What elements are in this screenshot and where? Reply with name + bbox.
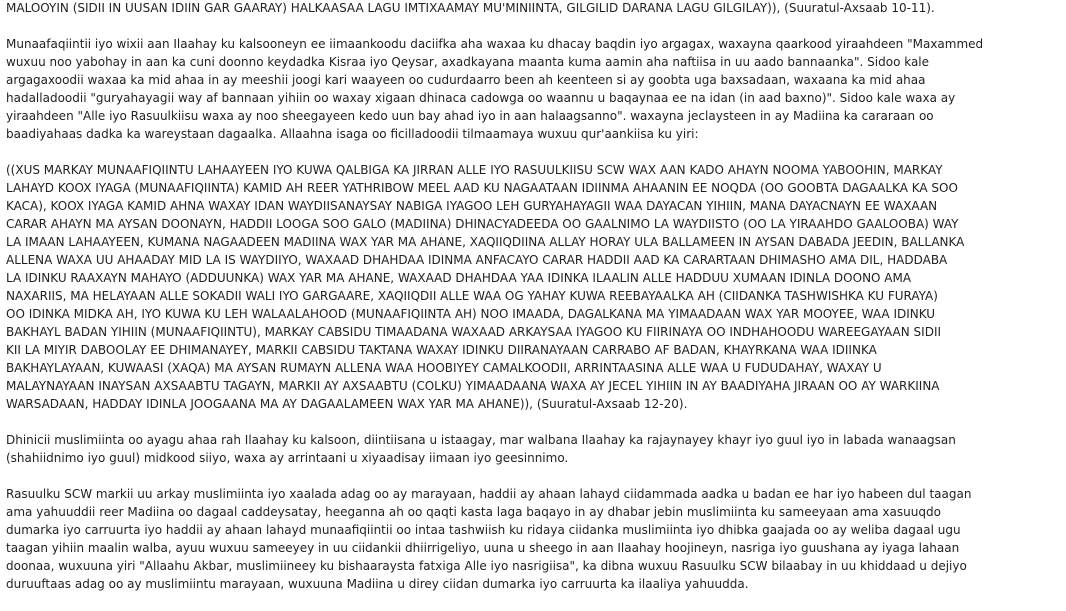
article-paragraph: Munaafaqiintii iyo wixii aan Ilaahay ku kalsooneyn ee iimaankoodu daciifka aha waxaa ku dhacay baqdin iyo argagax, waxayna qaarkood yiraahdeen "Maxammed wuxuu noo yabohay in aan ka cuni doonno keydadka Kisraa iyo Qeysar, axadkayana maanta kuma aamin aha naftiisa in uu aado bannaanka". Sidoo kale argagaxoodii waxaa ka mid ahaa in ay meeshii joogi kari waayeen oo cudurdaarro been ah keenteen si ay goobta uga baxsadaan, waxaana ka mid ahaa hadalladoodii "guryahayagii way af bannaan yihiin oo waxay xigaan dhinaca cadowga oo waannu u baqaynaa ee na idan (in aad baxno)". Sidoo kale waxa ay yiraahdeen "Alle iyo Rasuulkiisu waxa ay noo sheegayeen kedo uun bay ahad iyo in aan halaagsanno". waxayna jeclaysteen in ay Madiina ka cararaan oo baadiyahaas dadka ka wareystaan dagaalka. Allaahna isaga oo ficilladoodii tilmaamaya wuxuu qur'aankiisa ku yiri: bbox=[6, 37, 984, 141]
article-paragraph: MALOOYIN (SIDII IN UUSAN IDIIN GAR GAARAY) HALKAASAA LAGU IMTIXAAMAY MU'MINIINTA, GILGILID DARANA LAGU GILGILAY)), (Suuratul-Axsaab 10-11). bbox=[6, 1, 935, 15]
article-paragraph: Rasuulku SCW markii uu arkay muslimiinta iyo xaalada adag oo ay marayaan, haddii ay ahaan lahayd ciidammada aadka u badan ee har iyo habeen dul taagan ama yahuuddii reer Madiina oo dagaal caddeysatay, heeganna ah oo qaqti kasta laga baqayo in ay dhabar jebin muslimiinta ku sameeyaan ama xasuuqdo dumarka iyo carruurta iyo haddii ay ahaan lahayd munaafiqiintii oo intaa tashwiish ku ridaya ciidanka muslimiinta iyo dhibka gaajada oo ay weliba dagaal ugu taagan yihiin maalin walba, ayuu wuxuu sameeyey in uu ciidankii dhiirrigeliyo, uuna u sheego in aan Ilaahay hoojineyn, nasriga iyo guushana ay iyaga lahaan doonaa, wuxuuna yiri "Allaahu Akbar, muslimiineey ku bishaaraysta fatxiga Alle iyo nasrigiisa", ka dibna wuxuu Rasuulku SCW bilaabay in uu khiddaad u dejiyo duruuftaas adag oo ay muslimiintu marayaan, wuxuuna Madiina u direy ciidan dumarka iyo carruurta ka ilaaliya yahuudda. bbox=[6, 487, 972, 591]
article-body bbox=[6, 0, 1062, 611]
article-paragraph: Dhinicii muslimiinta oo ayagu ahaa rah Ilaahay ku kalsoon, diintiisana u istaagay, mar walbana Ilaahay ka rajaynayey khayr iyo guul iyo in labada wanaagsan (shahiidnimo iyo guul) midkood siiyo, waxa ay arrintaani u xiyaadisay iimaan iyo geesinnimo. bbox=[6, 433, 956, 465]
quran-quote-paragraph: ((XUS MARKAY MUNAAFIQIINTU LAHAAYEEN IYO KUWA QALBIGA KA JIRRAN ALLE IYO RASUULKIISU SCW WAX AAN KADO AHAYN NOOMA YABOOHIN, MARKAY LAHAYD KOOX IYAGA (MUNAAFIQIINTA) KAMID AH REER YATHRIBOW MEEL AAD KU NAGAATAAN IDIINMA AHAANIN EE NOQDA (OO GOOBTA DAGAALKA KA SOO KACA), KOOX IYAGA KAMID AHNA WAXAY IDAN WAYDIISANAYSAY NABIGA IYAGOO LEH GURYAHAYAGII WAA DAYACAN YIHIIN, MANA DAYACNAYN EE WAXAAN CARAR AHAYN MA AYSAN DOONAYN, HADDII LOOGA SOO GALO (MADIINA) DHINACYADEEDA OO GAALNIMO LA WAYDIISTO (OO LA YIRAAHDO GAALOOBA) WAY LA IMAAN LAHAAYEEN, KUMANA NAGAADEEN MADIINA WAX YAR MA AHANE, XAQIIQDIINA ALLAY HORAY ULA BALLAMEEN IN AYSAN DABADA JEEDIN, BALLANKA ALLENA WAXA UU AHAADAY MID LA IS WAYDIIYO, WAXAAD DHAHDAA IDINMA ANFACAYO CARAR HADDII AAD KA CARARTAAN DHIMASHO AMA DIL, HADDABA LA IDINKU RAAXAYN MAHAYO (ADDUUNKA) WAX YAR MA AHANE, WAXAAD DHAHDAA YAA IDINKA ILAALIN ALLE HADDUU XUMAAN IDINLA DOONO AMA NAXARIIS, MA HELAYAAN ALLE SOKADII WALI IYO GARGAARE, XAQIIQDII ALLE WAA OG YAHAY KUWA REEBAYAALKA AH (CIIDANKA TASHWISHKA KU FURAYA) OO IDINKA MIDKA AH, IYO KUWA KU LEH WALAALAHOOD (MUNAAFIQIINTA AH) NOO IMAADA, DAGALKANA MA YIMAADAAN WAX YAR MOOYEE, WAA IDINKU BAKHAYL BADAN YIHIIN (MUNAAFIQIINTU), MARKAY CABSIDU TIMAADANA WAXAAD ARKAYSAA IYAGOO KU FIIRINAYA OO INDHAHOODU WAREEGAYAAN SIDII KII LA MIYIR DABOOLAY EE DHIMANAYEY, MARKII CABSIDU TAKTANA WAXAY IDINKU DIIRANAYAAN CARRABO AF BADAN, KHAYRKANA WAA IDIINKA BAKHAYLAYAAN, KUWAASI (XAQA) MA AYSAN RUMAYN ALLENA WAA HOOBIYEY CAMALKOODII, ARRINTAASINA ALLE WAA U FUDUDAHAY, WAXAY U MALAYNAYAAN INAYSAN AXSAABTU TAGAYN, MARKII AY AXSAABTU (COLKU) YIMAADAANA WAXA AY JECEL YIHIIN IN AY BAADIYAHA JIRAAN OO AY WARKIINA WARSADAAN, HADDAY IDINLA JOOGAANA MA AY DAGAALAMEEN WAX YAR MA AHANE)), (Suuratul-Axsaab 12-20). bbox=[6, 163, 965, 411]
